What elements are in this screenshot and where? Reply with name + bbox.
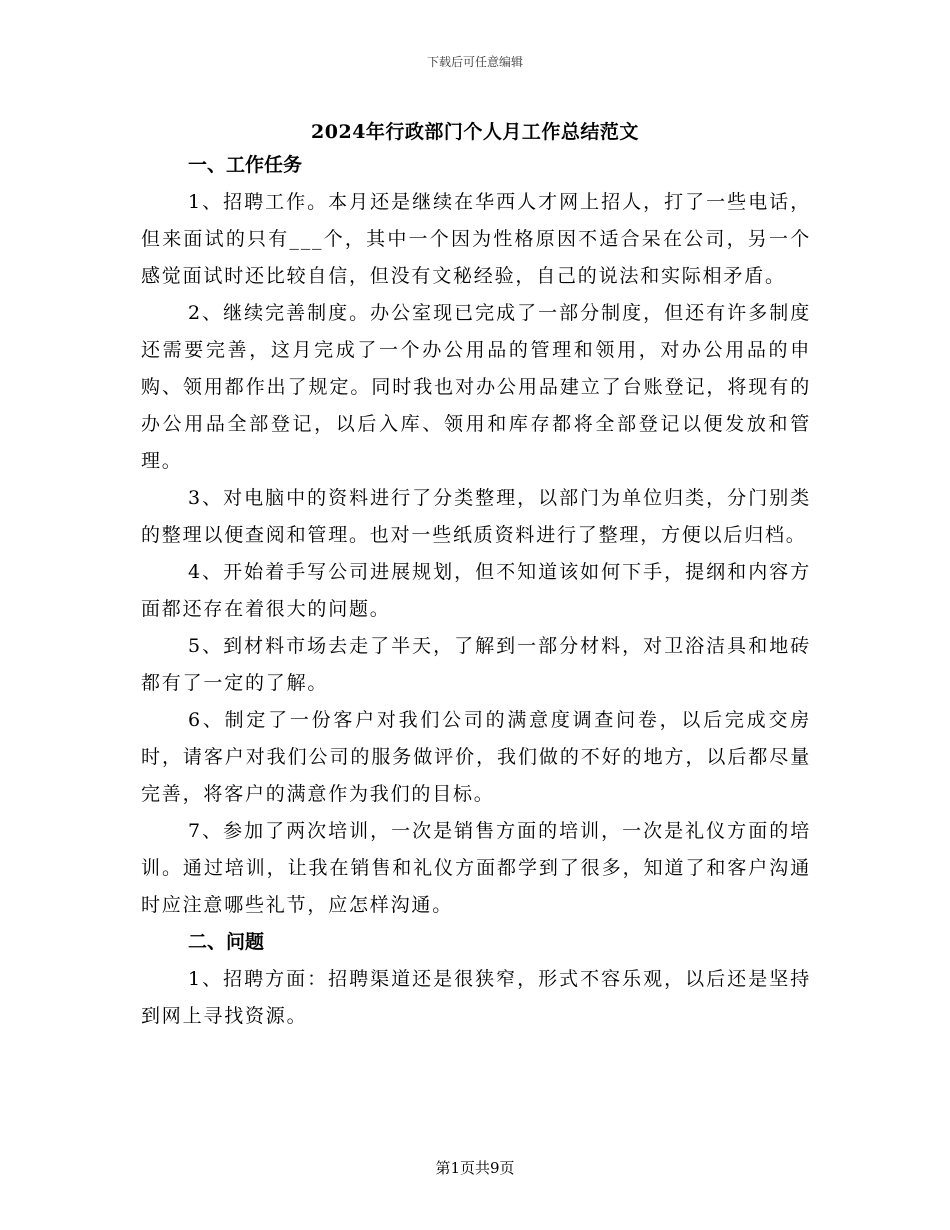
paragraph-problem-1: 1、招聘方面：招聘渠道还是很狭窄，形式不容乐观，以后还是坚持到网上寻找资源。 bbox=[141, 968, 811, 1027]
document-body bbox=[141, 147, 811, 1035]
paragraph-task-3: 3、对电脑中的资料进行了分类整理，以部门为单位归类，分门别类的整理以便查阅和管理。也对一些纸质资料进行了整理，方便以后归档。 bbox=[141, 487, 811, 546]
section-heading-problems: 二、问题 bbox=[188, 931, 265, 953]
page-number-footer: 第1页共9页 bbox=[435, 1159, 515, 1177]
document-title: 2024年行政部门个人月工作总结范文 bbox=[311, 121, 639, 143]
paragraph-task-5: 5、到材料市场去走了半天，了解到一部分材料，对卫浴洁具和地砖都有了一定的了解。 bbox=[141, 635, 811, 694]
header-note: 下载后可任意编辑 bbox=[426, 55, 523, 69]
paragraph-task-7: 7、参加了两次培训，一次是销售方面的培训，一次是礼仪方面的培训。通过培训，让我在销售和礼仪方面都学到了很多，知道了和客户沟通时应注意哪些礼节，应怎样沟通。 bbox=[141, 820, 811, 916]
paragraph-task-6: 6、制定了一份客户对我们公司的满意度调查问卷，以后完成交房时，请客户对我们公司的服务做评价，我们做的不好的地方，以后都尽量完善，将客户的满意作为我们的目标。 bbox=[141, 709, 811, 805]
paragraph-task-1: 1、招聘工作。本月还是继续在华西人才网上招人，打了一些电话，但来面试的只有___个，其中一个因为性格原因不适合呆在公司，另一个感觉面试时还比较自信，但没有文秘经验，自己的说法和实际相矛盾。 bbox=[141, 191, 811, 287]
paragraph-task-2: 2、继续完善制度。办公室现已完成了一部分制度，但还有许多制度还需要完善，这月完成了一个办公用品的管理和领用，对办公用品的申购、领用都作出了规定。同时我也对办公用品建立了台账登记，将现有的办公用品全部登记，以后入库、领用和库存都将全部登记以便发放和管理。 bbox=[141, 302, 811, 472]
paragraph-task-4: 4、开始着手写公司进展规划，但不知道该如何下手，提纲和内容方面都还存在着很大的问题。 bbox=[141, 561, 811, 620]
section-heading-tasks: 一、工作任务 bbox=[188, 154, 303, 176]
